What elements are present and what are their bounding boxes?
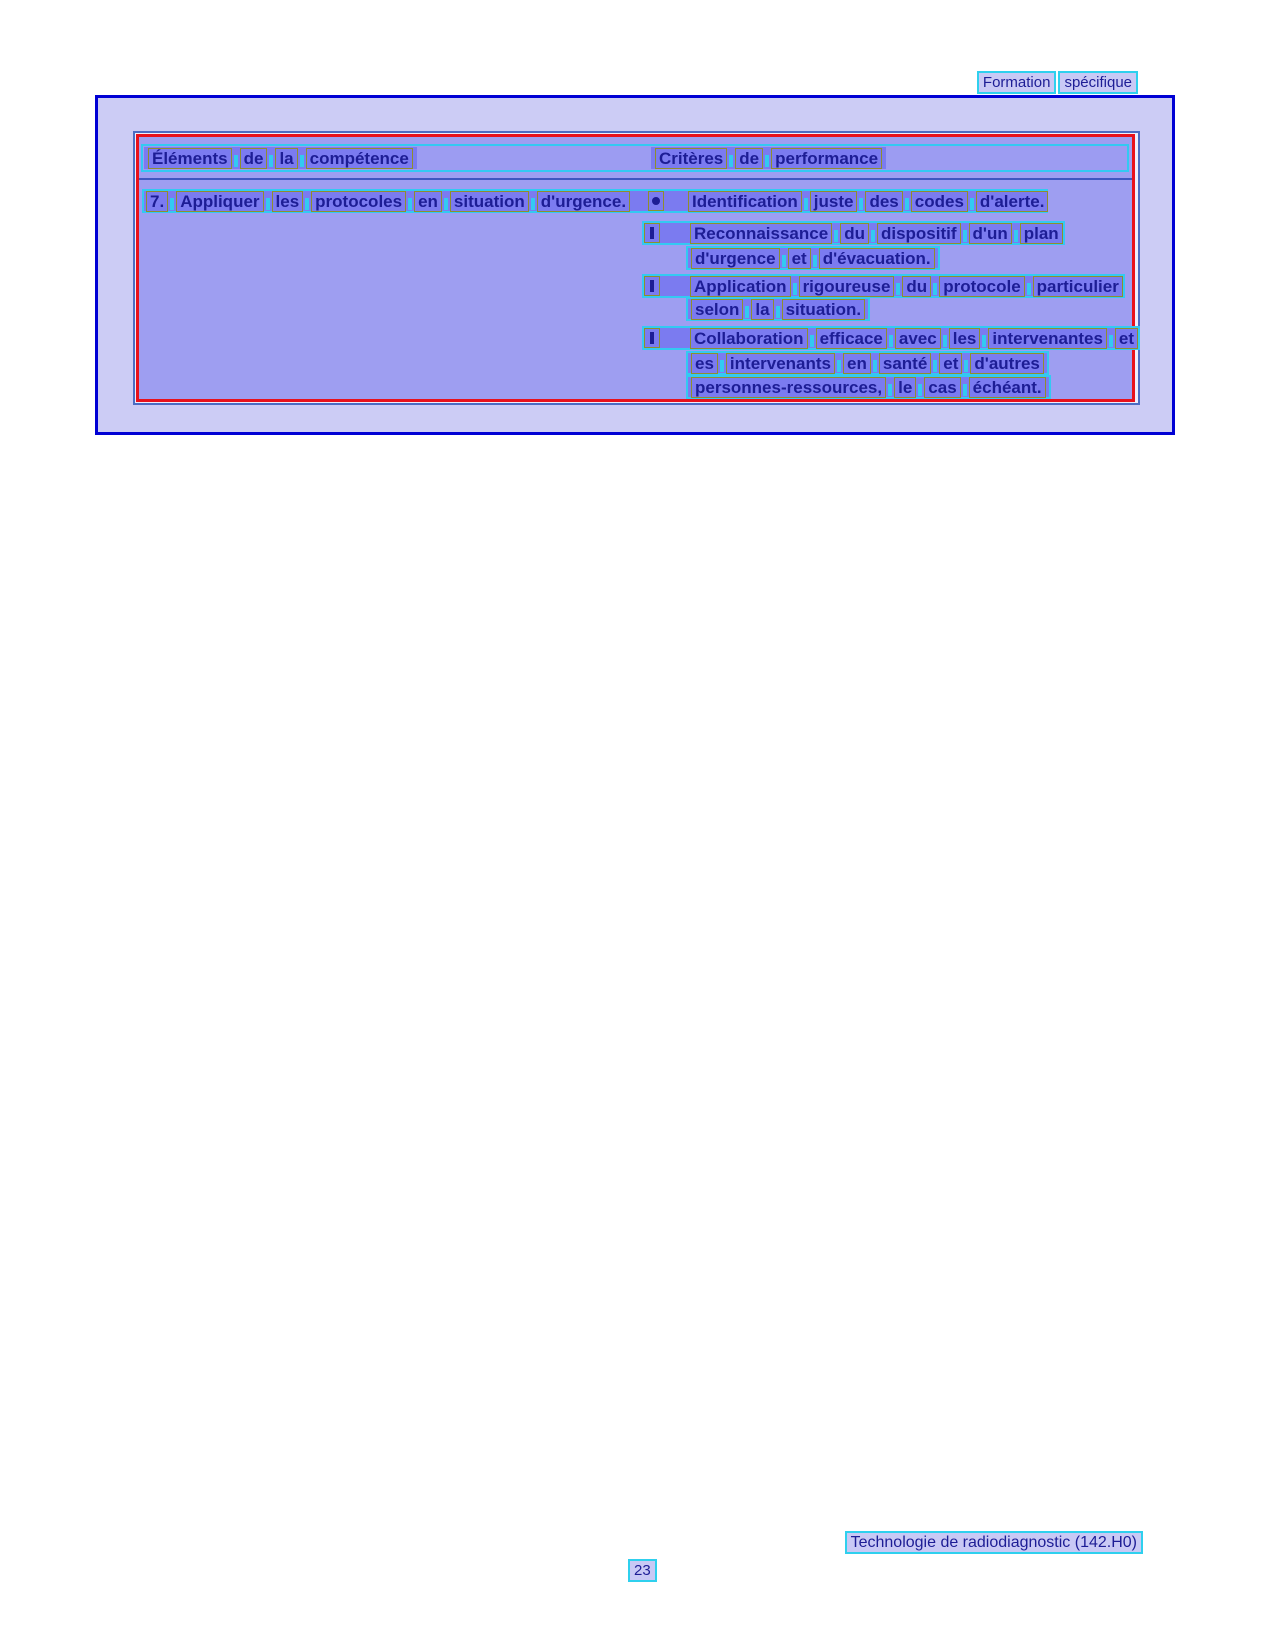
content-frame: [95, 95, 1175, 435]
footer-page-number: [628, 1559, 657, 1582]
text-line: [686, 351, 1049, 375]
running-head: [977, 71, 1138, 94]
word-box: Application: [690, 276, 791, 297]
running-head-word: spécifique: [1058, 71, 1138, 94]
word-box: avec: [895, 328, 941, 349]
bullet-group: [648, 191, 664, 211]
table-header-row: [141, 144, 1129, 172]
text-line: [642, 326, 1140, 350]
word-box: efficace: [816, 328, 887, 349]
word-box: Identification: [688, 191, 802, 212]
word-box: cas: [924, 377, 960, 398]
bullet-bar-icon: [644, 276, 660, 296]
word-box: juste: [810, 191, 858, 212]
word-box: rigoureuse: [799, 276, 895, 297]
bullet-dot-icon: [648, 191, 664, 211]
word-box: Critères: [655, 148, 727, 169]
criterion-text-group: [690, 276, 1123, 297]
word-box: protocole: [939, 276, 1024, 297]
word-box: de: [240, 148, 268, 169]
word-box: intervenantes: [988, 328, 1107, 349]
competency-table-inner: [136, 134, 1135, 402]
footer-program: [845, 1531, 1143, 1554]
text-line: [142, 189, 1048, 213]
word-box: de: [735, 148, 763, 169]
word-box: santé: [879, 353, 931, 374]
word-box: les: [949, 328, 981, 349]
word-box: d'autres: [970, 353, 1043, 374]
word-box: du: [840, 223, 869, 244]
word-box: le: [894, 377, 916, 398]
word-box: Éléments: [148, 148, 232, 169]
bullet-bar-icon: [644, 328, 660, 348]
text-line: [642, 274, 1125, 298]
criterion-text-group: [688, 191, 1048, 211]
word-box: d'urgence: [691, 248, 780, 269]
word-box: la: [275, 148, 297, 169]
word-box: en: [843, 353, 871, 374]
word-box: intervenants: [726, 353, 835, 374]
criterion-text-group: [690, 328, 1138, 349]
word-box: dispositif: [877, 223, 961, 244]
word-box: protocoles: [311, 191, 406, 212]
word-box: situation.: [782, 299, 866, 320]
word-box: échéant.: [969, 377, 1046, 398]
word-box: d'un: [969, 223, 1012, 244]
word-box: codes: [911, 191, 968, 212]
word-box: Appliquer: [176, 191, 263, 212]
header-separator: [139, 178, 1132, 180]
page-number-text: 23: [628, 1559, 657, 1582]
word-box: d'évacuation.: [819, 248, 935, 269]
running-head-word: Formation: [977, 71, 1057, 94]
word-box: selon: [691, 299, 743, 320]
text-line: [686, 297, 870, 321]
word-box: personnes-ressources,: [691, 377, 886, 398]
column-header-elements: [144, 147, 417, 169]
word-box: particulier: [1033, 276, 1123, 297]
column-header-criteres: [651, 147, 886, 169]
word-box: et: [939, 353, 962, 374]
criterion-text-group: [690, 223, 1063, 244]
word-box: es: [691, 353, 718, 374]
text-line: [686, 246, 940, 270]
text-line: [686, 375, 1051, 399]
word-box: et: [788, 248, 811, 269]
word-box: et: [1115, 328, 1138, 349]
word-box: performance: [771, 148, 882, 169]
word-box: en: [414, 191, 442, 212]
word-box: des: [865, 191, 902, 212]
bullet-bar-icon: [644, 223, 660, 243]
word-box: situation: [450, 191, 529, 212]
word-box: Collaboration: [690, 328, 808, 349]
word-box: Reconnaissance: [690, 223, 832, 244]
word-box: la: [751, 299, 773, 320]
word-box: compétence: [306, 148, 413, 169]
word-box: d'alerte.: [976, 191, 1049, 212]
competency-table: [133, 131, 1140, 405]
word-box: les: [272, 191, 304, 212]
footer-program-text: Technologie de radiodiagnostic (142.H0): [845, 1531, 1143, 1554]
word-box: d'urgence.: [537, 191, 630, 212]
word-box: du: [902, 276, 931, 297]
text-line: [642, 221, 1065, 245]
element-text-group: [146, 191, 630, 211]
word-box: 7.: [146, 191, 168, 212]
word-box: plan: [1020, 223, 1063, 244]
